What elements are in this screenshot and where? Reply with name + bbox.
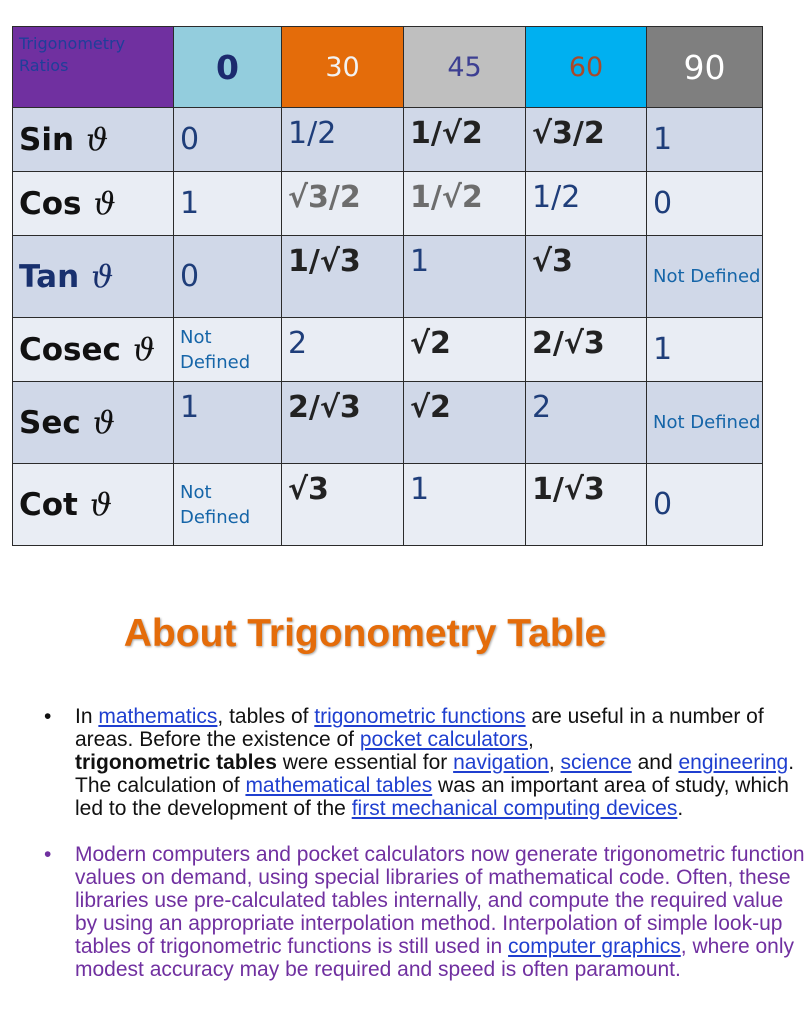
angle-header-90: 90 bbox=[647, 27, 763, 108]
table-cell: 0 bbox=[647, 172, 763, 236]
table-corner-label: Trigonometry Ratios bbox=[13, 27, 174, 108]
theta-symbol: ϑ bbox=[132, 331, 156, 368]
paragraph-text: , bbox=[527, 728, 534, 751]
angle-header-60: 60 bbox=[526, 27, 647, 108]
table-cell: 1 bbox=[174, 172, 282, 236]
table-cell: √2 bbox=[404, 318, 526, 382]
theta-symbol: ϑ bbox=[91, 258, 114, 295]
table-cell: 1/√3 bbox=[526, 464, 647, 546]
function-name: Sin bbox=[19, 121, 75, 158]
theta-symbol: ϑ bbox=[92, 404, 115, 441]
table-cell: 0 bbox=[174, 108, 282, 172]
paragraph-text: , where only modest accuracy may be required and speed is often paramount. bbox=[75, 935, 795, 981]
function-name-cell bbox=[13, 108, 174, 172]
paragraph-text: and bbox=[631, 751, 679, 774]
table-row bbox=[13, 464, 763, 546]
theta-symbol: ϑ bbox=[93, 185, 116, 222]
not-defined-cell: Not Defined bbox=[174, 318, 282, 382]
bullet-list bbox=[0, 705, 805, 1004]
table-row bbox=[13, 108, 763, 172]
table-cell: 1 bbox=[174, 382, 282, 464]
link-navigation[interactable]: navigation bbox=[453, 751, 549, 774]
function-name: Cos bbox=[19, 185, 82, 222]
function-name-cell bbox=[13, 464, 174, 546]
table-cell: 0 bbox=[647, 464, 763, 546]
paragraph-text: was an important area of study, which led to the development of the bbox=[75, 774, 789, 820]
table-cell: 1 bbox=[647, 318, 763, 382]
bullet-icon: • bbox=[44, 705, 52, 728]
table-cell: 2 bbox=[282, 318, 404, 382]
paragraph-text: are useful in a number of areas. Before the existence of bbox=[75, 705, 764, 751]
table-cell: 1/2 bbox=[526, 172, 647, 236]
table-cell: 2/√3 bbox=[526, 318, 647, 382]
function-name: Cot bbox=[19, 486, 78, 523]
paragraph-text: . bbox=[677, 797, 684, 820]
paragraph-text: Modern computers and pocket calculators now generate trigonometric function values on demand, using special libraries of mathematical code. Often, these libraries use pre-calculated tables internally, and compute the required value by using an appropriate interpolation method. Interpolation of simple look-up tables of trigonometric functions is still used in bbox=[75, 843, 805, 958]
angle-header-0: 0 bbox=[174, 27, 282, 108]
bold-term: trigonometric tables bbox=[75, 751, 277, 774]
list-item bbox=[44, 843, 805, 981]
bullet-icon: • bbox=[44, 843, 52, 866]
link-science[interactable]: science bbox=[560, 751, 632, 774]
paragraph-text: . The calculation of bbox=[75, 751, 795, 797]
table-cell: √3/2 bbox=[282, 172, 404, 236]
link-pocket-calculators[interactable]: pocket calculators bbox=[359, 728, 528, 751]
function-name-cell bbox=[13, 236, 174, 318]
theta-symbol: ϑ bbox=[86, 121, 109, 158]
table-cell: √3 bbox=[282, 464, 404, 546]
table-cell: 2 bbox=[526, 382, 647, 464]
function-name: Cosec bbox=[19, 331, 121, 368]
link-computer-graphics[interactable]: computer graphics bbox=[508, 935, 681, 958]
table-cell: 1/√3 bbox=[282, 236, 404, 318]
table-cell: √3/2 bbox=[526, 108, 647, 172]
function-name-cell bbox=[13, 318, 174, 382]
not-defined-cell: Not Defined bbox=[647, 382, 763, 464]
link-engineering[interactable]: engineering bbox=[678, 751, 789, 774]
angle-header-45: 45 bbox=[404, 27, 526, 108]
paragraph-text: were essential for bbox=[276, 751, 454, 774]
theta-symbol: ϑ bbox=[89, 486, 113, 523]
table-cell: 1 bbox=[404, 464, 526, 546]
table-cell: √2 bbox=[404, 382, 526, 464]
angle-header-30: 30 bbox=[282, 27, 404, 108]
paragraph-text: , tables of bbox=[217, 705, 315, 728]
paragraph-text: In bbox=[75, 705, 99, 728]
table-header-row bbox=[13, 27, 763, 108]
table-row bbox=[13, 172, 763, 236]
link-first-mechanical-computing-devices[interactable]: first mechanical computing devices bbox=[351, 797, 678, 820]
list-item bbox=[44, 705, 805, 820]
table-cell: 1/√2 bbox=[404, 172, 526, 236]
link-mathematical-tables[interactable]: mathematical tables bbox=[245, 774, 433, 797]
table-cell: 1/√2 bbox=[404, 108, 526, 172]
function-name-cell bbox=[13, 382, 174, 464]
not-defined-cell: Not Defined bbox=[174, 464, 282, 546]
function-name: Sec bbox=[19, 404, 81, 441]
not-defined-cell: Not Defined bbox=[647, 236, 763, 318]
function-name-cell bbox=[13, 172, 174, 236]
section-heading: About Trigonometry Table bbox=[123, 612, 607, 655]
table-cell: 1/2 bbox=[282, 108, 404, 172]
table-cell: 1 bbox=[647, 108, 763, 172]
link-mathematics[interactable]: mathematics bbox=[98, 705, 218, 728]
table-row bbox=[13, 236, 763, 318]
table-cell: 0 bbox=[174, 236, 282, 318]
link-trigonometric-functions[interactable]: trigonometric functions bbox=[314, 705, 526, 728]
table-cell: 1 bbox=[404, 236, 526, 318]
trig-ratio-table bbox=[12, 26, 763, 546]
function-name: Tan bbox=[19, 258, 80, 295]
table-cell: √3 bbox=[526, 236, 647, 318]
table-cell: 2/√3 bbox=[282, 382, 404, 464]
paragraph-text: , bbox=[548, 751, 561, 774]
table-row bbox=[13, 318, 763, 382]
table-row bbox=[13, 382, 763, 464]
